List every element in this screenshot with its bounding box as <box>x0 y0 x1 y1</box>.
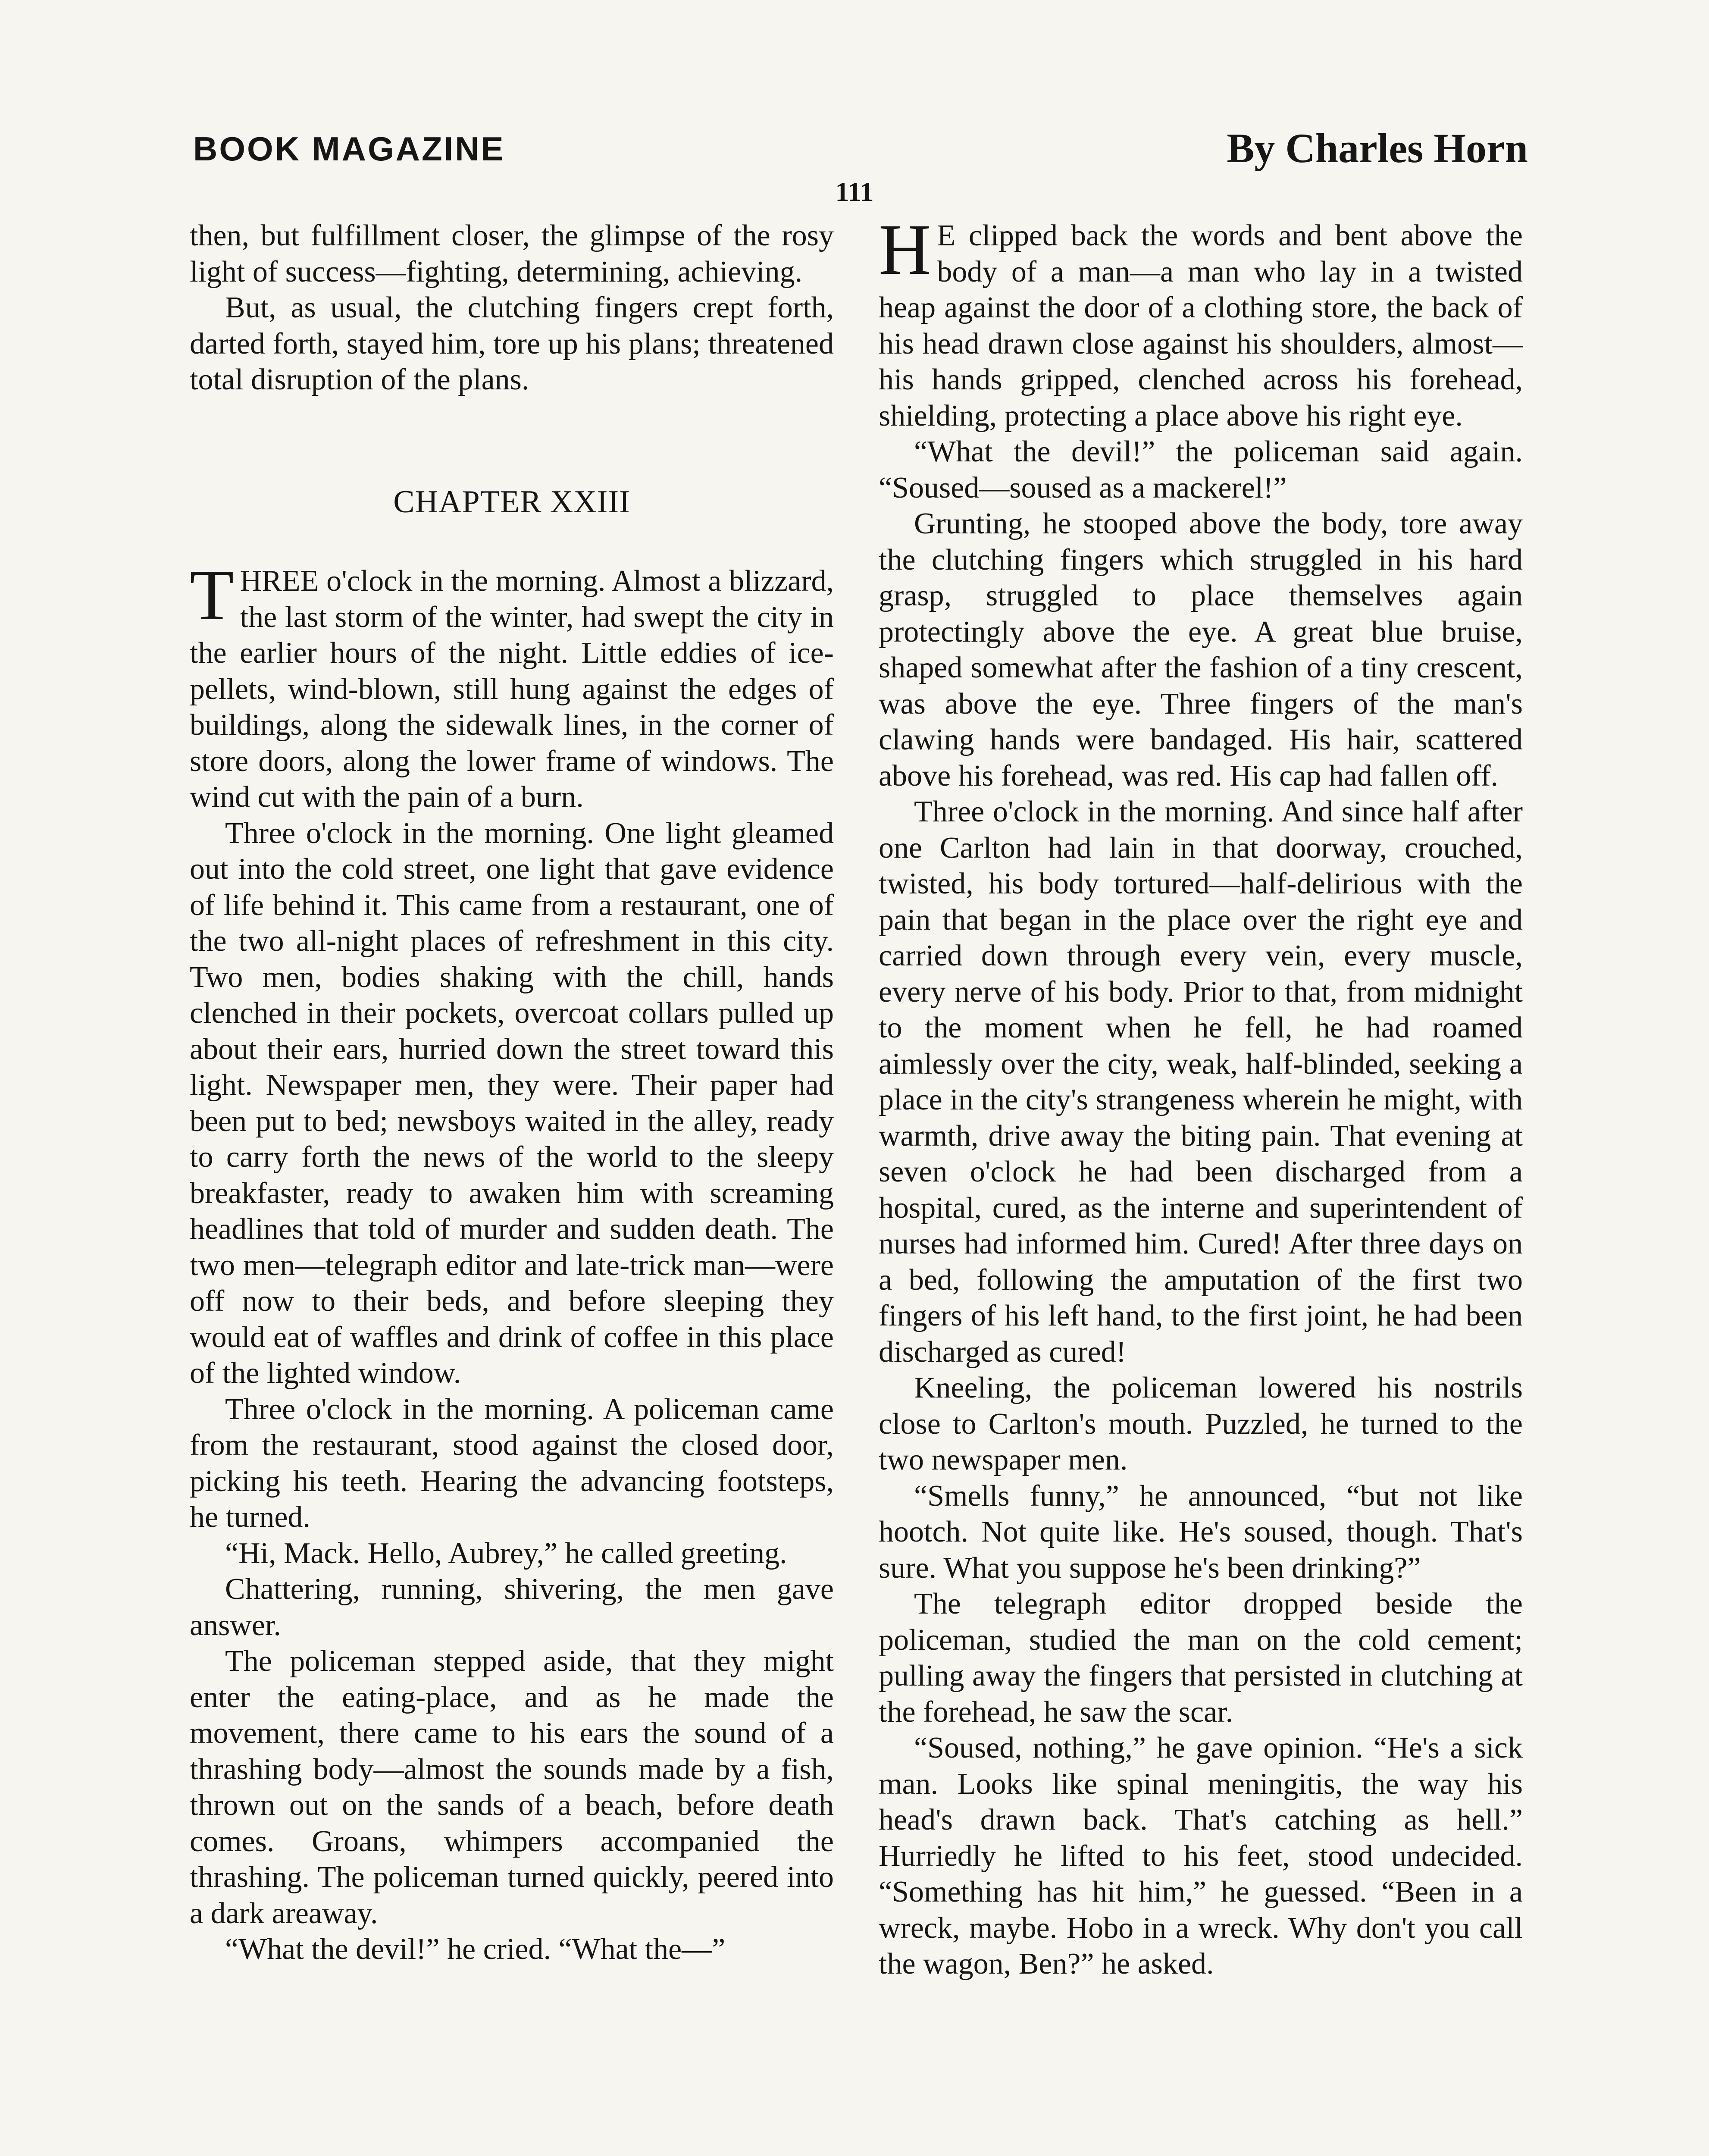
paragraph: “Hi, Mack. Hello, Aubrey,” he called greeting. <box>225 1536 787 1570</box>
paragraph: “Soused, nothing,” he gave opinion. “He's a sick man. Looks like spinal meningitis, the way his head's drawn back. That's catching as hell.” Hurriedly he lifted to his feet, stood undecided. “Something has hit him,” he guessed. “Been in a wreck, maybe. Hobo in a wreck. Why don't you call the wagon, Ben?” he asked. <box>879 1731 1523 1981</box>
paragraph: “What the devil!” the policeman said again. “Soused—soused as a mackerel!” <box>879 435 1523 505</box>
paragraph: “What the devil!” he cried. “What the—” <box>225 1933 726 1966</box>
right-column <box>879 210 1523 1982</box>
paragraph-text: HREE o'clock in the morning. Almost a blizzard, the last storm of the winter, had swept the city in the earlier hours of the night. Little eddies of ice-pellets, wind-blown, still hung against the edges of buildings, along the sidewalk lines, in the corner of store doors, along the lower frame of windows. The wind cut with the pain of a burn. <box>190 564 834 814</box>
section-opening-paragraph <box>879 210 1523 434</box>
paragraph: The policeman stepped aside, that they might enter the eating-place, and as he made the movement, there came to his ears the sound of a thrashing body—almost the sounds made by a fish, thrown out on the sands of a beach, before death comes. Groans, whimpers accompanied the thrashing. The policeman turned quickly, peered into a dark areaway. <box>190 1645 834 1930</box>
paragraph: Three o'clock in the morning. One light gleamed out into the cold street, one light that gave evidence of life behind it. This came from a restaurant, one of the two all-night places of refreshment in this city. Two men, bodies shaking with the chill, hands clenched in their pockets, overcoat collars pulled up about their ears, hurried down the street toward this light. Newspaper men, they were. Their paper had been put to bed; newsboys waited in the alley, ready to carry forth the news of the world to the sleepy breakfaster, ready to awaken him with screaming headlines that told of murder and sudden death. The two men—telegraph editor and late-trick man—were off now to their beds, and before sleeping they would eat of waffles and drink of coffee in this place of the lighted window. <box>190 816 834 1390</box>
paragraph: then, but fulfillment closer, the glimpse of the rosy light of success—fighting, determining, achieving. <box>190 219 834 288</box>
author-byline: By Charles Horn <box>1227 125 1528 171</box>
page-number: 111 <box>835 176 874 207</box>
paragraph: Grunting, he stooped above the body, tore away the clutching fingers which struggled in his hard grasp, struggled to place themselves again protectingly above the eye. A great blue bruise, shaped somewhat after the fashion of a tiny crescent, was above the eye. Three fingers of the man's clawing hands were bandaged. His hair, scattered above his forehead, was red. His cap had fallen off. <box>879 507 1523 793</box>
paragraph: Three o'clock in the morning. A policeman came from the restaurant, stood against the closed door, picking his teeth. Hearing the advancing footsteps, he turned. <box>190 1392 834 1534</box>
paragraph: Kneeling, the policeman lowered his nostrils close to Carlton's mouth. Puzzled, he turned to the two newspaper men. <box>879 1371 1523 1476</box>
left-column <box>190 218 834 1968</box>
paragraph: The telegraph editor dropped beside the policeman, studied the man on the cold cement; pulling away the fingers that persisted in clutching at the forehead, he saw the scar. <box>879 1587 1523 1729</box>
chapter-heading: CHAPTER XXIII <box>393 484 630 520</box>
drop-cap: H <box>879 210 931 290</box>
paragraph: But, as usual, the clutching fingers crept forth, darted forth, stayed him, tore up his plans; threatened total disruption of the plans. <box>190 291 834 396</box>
drop-cap: T <box>190 555 234 635</box>
chapter-opening-paragraph <box>190 555 834 815</box>
paragraph: “Smells funny,” he announced, “but not like hootch. Not quite like. He's soused, though. That's sure. What you suppose he's been drinking?” <box>879 1479 1523 1585</box>
paragraph-text: E clipped back the words and bent above the body of a man—a man who lay in a twisted heap against the door of a clothing store, the back of his head drawn close against his shoulders, almost—his hands gripped, clenched across his forehead, shielding, protecting a place above his right eye. <box>879 219 1523 432</box>
paragraph: Three o'clock in the morning. And since half after one Carlton had lain in that doorway, crouched, twisted, his body tortured—half-delirious with the pain that began in the place over the right eye and carried down through every vein, every muscle, every nerve of his body. Prior to that, from midnight to the moment when he fell, he had roamed aimlessly over the city, weak, half-blinded, seeking a place in the city's strangeness wherein he might, with warmth, drive away the biting pain. That evening at seven o'clock he had been discharged from a hospital, cured, as the interne and superintendent of nurses had informed him. Cured! After three days on a bed, following the amputation of the first two fingers of his left hand, to the first joint, he had been discharged as cured! <box>879 795 1523 1369</box>
publication-title: BOOK MAGAZINE <box>193 130 505 168</box>
paragraph: Chattering, running, shivering, the men gave answer. <box>190 1573 834 1642</box>
